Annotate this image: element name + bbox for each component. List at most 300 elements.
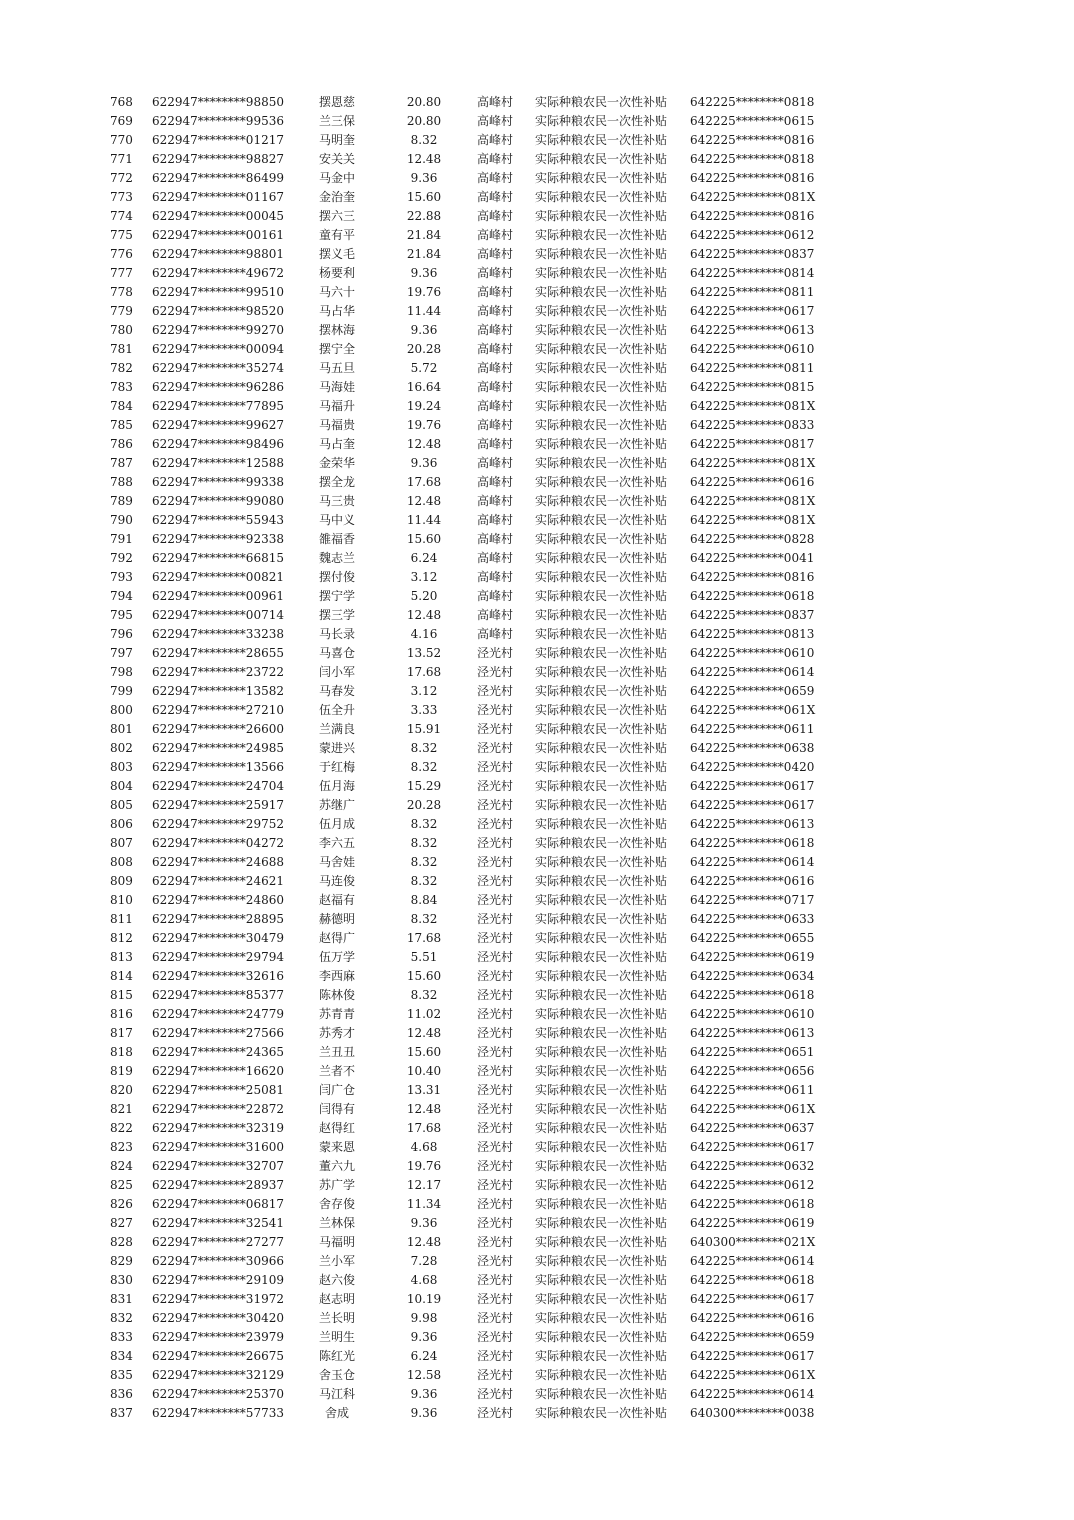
row-number: 816 — [110, 1007, 133, 1021]
id-number: 642225********0617 — [690, 304, 815, 318]
subsidy-amount: 15.91 — [406, 722, 442, 736]
subsidy-type: 实际种粮农民一次性补贴 — [535, 836, 668, 850]
account-number: 622947********26600 — [152, 722, 284, 736]
row-number: 807 — [110, 836, 133, 850]
village-name: 高峰村 — [476, 114, 513, 128]
table-row — [0, 397, 1074, 416]
subsidy-type: 实际种粮农民一次性补贴 — [535, 1026, 668, 1040]
farmer-name: 陈红光 — [318, 1349, 355, 1363]
id-number: 642225********0817 — [690, 437, 815, 451]
row-number: 792 — [110, 551, 133, 565]
village-name: 高峰村 — [476, 247, 513, 261]
village-name: 高峰村 — [476, 95, 513, 109]
subsidy-type: 实际种粮农民一次性补贴 — [535, 190, 668, 204]
subsidy-amount: 12.48 — [406, 1235, 442, 1249]
table-row — [0, 872, 1074, 891]
village-name: 高峰村 — [476, 608, 513, 622]
account-number: 622947********25917 — [152, 798, 284, 812]
farmer-name: 摆林海 — [318, 323, 355, 337]
id-number: 642225********0613 — [690, 1026, 815, 1040]
id-number: 642225********0828 — [690, 532, 815, 546]
farmer-name: 伍月海 — [318, 779, 355, 793]
subsidy-amount: 15.60 — [406, 1045, 442, 1059]
subsidy-amount: 17.68 — [406, 665, 442, 679]
row-number: 785 — [110, 418, 133, 432]
row-number: 784 — [110, 399, 133, 413]
id-number: 642225********0616 — [690, 874, 815, 888]
account-number: 622947********23722 — [152, 665, 284, 679]
id-number: 642225********0616 — [690, 1311, 815, 1325]
row-number: 808 — [110, 855, 133, 869]
account-number: 622947********66815 — [152, 551, 284, 565]
account-number: 622947********30420 — [152, 1311, 284, 1325]
subsidy-type: 实际种粮农民一次性补贴 — [535, 988, 668, 1002]
subsidy-amount: 20.80 — [406, 95, 442, 109]
account-number: 622947********12588 — [152, 456, 284, 470]
row-number: 829 — [110, 1254, 133, 1268]
id-number: 642225********0816 — [690, 209, 815, 223]
account-number: 622947********99270 — [152, 323, 284, 337]
account-number: 622947********98850 — [152, 95, 284, 109]
subsidy-type: 实际种粮农民一次性补贴 — [535, 1121, 668, 1135]
id-number: 642225********0610 — [690, 646, 815, 660]
subsidy-type: 实际种粮农民一次性补贴 — [535, 475, 668, 489]
account-number: 622947********77895 — [152, 399, 284, 413]
id-number: 642225********081X — [690, 494, 816, 508]
row-number: 797 — [110, 646, 133, 660]
id-number: 640300********0038 — [690, 1406, 815, 1420]
account-number: 622947********13566 — [152, 760, 284, 774]
subsidy-type: 实际种粮农民一次性补贴 — [535, 950, 668, 964]
account-number: 622947********26675 — [152, 1349, 284, 1363]
subsidy-amount: 3.33 — [410, 703, 438, 717]
row-number: 836 — [110, 1387, 133, 1401]
id-number: 642225********0618 — [690, 589, 815, 603]
account-number: 622947********27277 — [152, 1235, 284, 1249]
village-name: 泾光村 — [476, 912, 513, 926]
subsidy-amount: 19.76 — [406, 418, 442, 432]
row-number: 771 — [110, 152, 133, 166]
subsidy-type: 实际种粮农民一次性补贴 — [535, 304, 668, 318]
subsidy-type: 实际种粮农民一次性补贴 — [535, 1102, 668, 1116]
table-row — [0, 834, 1074, 853]
account-number: 622947********28655 — [152, 646, 284, 660]
farmer-name: 摆六三 — [318, 209, 355, 223]
subsidy-type: 实际种粮农民一次性补贴 — [535, 1349, 668, 1363]
village-name: 高峰村 — [476, 209, 513, 223]
subsidy-amount: 11.02 — [406, 1007, 442, 1021]
row-number: 823 — [110, 1140, 133, 1154]
village-name: 高峰村 — [476, 437, 513, 451]
subsidy-type: 实际种粮农民一次性补贴 — [535, 1311, 668, 1325]
row-number: 818 — [110, 1045, 133, 1059]
subsidy-type: 实际种粮农民一次性补贴 — [535, 1064, 668, 1078]
id-number: 642225********0612 — [690, 228, 815, 242]
table-row — [0, 454, 1074, 473]
farmer-name: 苏青青 — [318, 1007, 355, 1021]
id-number: 642225********0815 — [690, 380, 815, 394]
farmer-name: 马春发 — [318, 684, 355, 698]
farmer-name: 苏广学 — [318, 1178, 355, 1192]
farmer-name: 李六五 — [318, 836, 355, 850]
table-row — [0, 207, 1074, 226]
account-number: 622947********24621 — [152, 874, 284, 888]
subsidy-type: 实际种粮农民一次性补贴 — [535, 893, 668, 907]
village-name: 泾光村 — [476, 741, 513, 755]
row-number: 822 — [110, 1121, 133, 1135]
farmer-name: 蒙进兴 — [318, 741, 355, 755]
row-number: 768 — [110, 95, 133, 109]
subsidy-amount: 11.34 — [406, 1197, 442, 1211]
account-number: 622947********00045 — [152, 209, 284, 223]
table-row — [0, 701, 1074, 720]
row-number: 795 — [110, 608, 133, 622]
table-row — [0, 1385, 1074, 1404]
id-number: 642225********0816 — [690, 570, 815, 584]
farmer-name: 摆三学 — [318, 608, 355, 622]
table-row — [0, 1100, 1074, 1119]
farmer-name: 摆付俊 — [318, 570, 355, 584]
subsidy-amount: 9.36 — [410, 1406, 438, 1420]
id-number: 642225********0811 — [690, 361, 815, 375]
table-row — [0, 1309, 1074, 1328]
subsidy-amount: 7.28 — [410, 1254, 438, 1268]
row-number: 819 — [110, 1064, 133, 1078]
account-number: 622947********24860 — [152, 893, 284, 907]
subsidy-amount: 9.36 — [410, 171, 438, 185]
village-name: 泾光村 — [476, 722, 513, 736]
row-number: 824 — [110, 1159, 133, 1173]
table-row — [0, 606, 1074, 625]
table-row — [0, 492, 1074, 511]
id-number: 642225********0613 — [690, 323, 815, 337]
account-number: 622947********00094 — [152, 342, 284, 356]
subsidy-amount: 8.32 — [410, 988, 438, 1002]
row-number: 813 — [110, 950, 133, 964]
subsidy-type: 实际种粮农民一次性补贴 — [535, 551, 668, 565]
table-row — [0, 378, 1074, 397]
subsidy-amount: 9.36 — [410, 323, 438, 337]
subsidy-type: 实际种粮农民一次性补贴 — [535, 247, 668, 261]
account-number: 622947********00821 — [152, 570, 284, 584]
table-row — [0, 283, 1074, 302]
subsidy-amount: 12.17 — [406, 1178, 442, 1192]
subsidy-type: 实际种粮农民一次性补贴 — [535, 342, 668, 356]
row-number: 782 — [110, 361, 133, 375]
account-number: 622947********99338 — [152, 475, 284, 489]
account-number: 622947********24779 — [152, 1007, 284, 1021]
subsidy-type: 实际种粮农民一次性补贴 — [535, 779, 668, 793]
village-name: 高峰村 — [476, 513, 513, 527]
row-number: 787 — [110, 456, 133, 470]
id-number: 642225********0837 — [690, 608, 815, 622]
subsidy-amount: 10.19 — [406, 1292, 442, 1306]
subsidy-type: 实际种粮农民一次性补贴 — [535, 361, 668, 375]
subsidy-amount: 12.48 — [406, 608, 442, 622]
subsidy-amount: 19.24 — [406, 399, 442, 413]
table-row — [0, 1043, 1074, 1062]
id-number: 642225********0833 — [690, 418, 815, 432]
row-number: 821 — [110, 1102, 133, 1116]
subsidy-amount: 9.36 — [410, 456, 438, 470]
row-number: 832 — [110, 1311, 133, 1325]
account-number: 622947********30966 — [152, 1254, 284, 1268]
farmer-name: 马中义 — [318, 513, 355, 527]
subsidy-amount: 12.48 — [406, 437, 442, 451]
id-number: 642225********0651 — [690, 1045, 815, 1059]
village-name: 泾光村 — [476, 1140, 513, 1154]
account-number: 622947********00714 — [152, 608, 284, 622]
farmer-name: 闫小军 — [318, 665, 355, 679]
account-number: 622947********98520 — [152, 304, 284, 318]
id-number: 642225********081X — [690, 513, 816, 527]
id-number: 642225********0813 — [690, 627, 815, 641]
farmer-name: 兰满良 — [318, 722, 355, 736]
subsidy-type: 实际种粮农民一次性补贴 — [535, 1368, 668, 1382]
id-number: 642225********0614 — [690, 855, 815, 869]
village-name: 泾光村 — [476, 893, 513, 907]
row-number: 806 — [110, 817, 133, 831]
subsidy-amount: 11.44 — [406, 513, 442, 527]
account-number: 622947********25081 — [152, 1083, 284, 1097]
farmer-name: 伍万学 — [318, 950, 355, 964]
account-number: 622947********01217 — [152, 133, 284, 147]
subsidy-type: 实际种粮农民一次性补贴 — [535, 665, 668, 679]
table-row — [0, 1157, 1074, 1176]
village-name: 泾光村 — [476, 1311, 513, 1325]
id-number: 642225********0619 — [690, 1216, 815, 1230]
row-number: 773 — [110, 190, 133, 204]
village-name: 高峰村 — [476, 570, 513, 584]
account-number: 622947********98801 — [152, 247, 284, 261]
village-name: 高峰村 — [476, 475, 513, 489]
farmer-name: 苏秀才 — [318, 1026, 355, 1040]
village-name: 泾光村 — [476, 1235, 513, 1249]
village-name: 高峰村 — [476, 133, 513, 147]
id-number: 642225********0610 — [690, 342, 815, 356]
farmer-name: 摆宁全 — [318, 342, 355, 356]
village-name: 泾光村 — [476, 684, 513, 698]
village-name: 泾光村 — [476, 703, 513, 717]
id-number: 642225********0617 — [690, 798, 815, 812]
village-name: 泾光村 — [476, 1197, 513, 1211]
subsidy-amount: 15.60 — [406, 532, 442, 546]
subsidy-amount: 5.72 — [410, 361, 438, 375]
table-row — [0, 891, 1074, 910]
table-row — [0, 1214, 1074, 1233]
row-number: 827 — [110, 1216, 133, 1230]
village-name: 泾光村 — [476, 1273, 513, 1287]
row-number: 786 — [110, 437, 133, 451]
account-number: 622947********27566 — [152, 1026, 284, 1040]
farmer-name: 赵六俊 — [318, 1273, 355, 1287]
farmer-name: 兰明生 — [318, 1330, 355, 1344]
table-row — [0, 682, 1074, 701]
subsidy-type: 实际种粮农民一次性补贴 — [535, 855, 668, 869]
subsidy-type: 实际种粮农民一次性补贴 — [535, 722, 668, 736]
subsidy-amount: 4.68 — [410, 1140, 438, 1154]
village-name: 高峰村 — [476, 228, 513, 242]
village-name: 高峰村 — [476, 456, 513, 470]
table-row — [0, 530, 1074, 549]
account-number: 622947********49672 — [152, 266, 284, 280]
village-name: 高峰村 — [476, 152, 513, 166]
row-number: 812 — [110, 931, 133, 945]
id-number: 642225********0811 — [690, 285, 815, 299]
account-number: 622947********28937 — [152, 1178, 284, 1192]
id-number: 642225********0618 — [690, 836, 815, 850]
row-number: 815 — [110, 988, 133, 1002]
village-name: 泾光村 — [476, 1254, 513, 1268]
village-name: 泾光村 — [476, 798, 513, 812]
table-row — [0, 587, 1074, 606]
account-number: 622947********25370 — [152, 1387, 284, 1401]
village-name: 高峰村 — [476, 304, 513, 318]
table-row — [0, 1328, 1074, 1347]
row-number: 831 — [110, 1292, 133, 1306]
account-number: 622947********29752 — [152, 817, 284, 831]
village-name: 高峰村 — [476, 380, 513, 394]
farmer-name: 马长录 — [318, 627, 355, 641]
subsidy-amount: 21.84 — [406, 228, 442, 242]
subsidy-type: 实际种粮农民一次性补贴 — [535, 532, 668, 546]
farmer-name: 兰长明 — [318, 1311, 355, 1325]
village-name: 泾光村 — [476, 950, 513, 964]
account-number: 622947********32707 — [152, 1159, 284, 1173]
subsidy-amount: 8.84 — [410, 893, 438, 907]
row-number: 781 — [110, 342, 133, 356]
account-number: 622947********06817 — [152, 1197, 284, 1211]
subsidy-type: 实际种粮农民一次性补贴 — [535, 171, 668, 185]
account-number: 622947********99510 — [152, 285, 284, 299]
row-number: 790 — [110, 513, 133, 527]
account-number: 622947********30479 — [152, 931, 284, 945]
row-number: 779 — [110, 304, 133, 318]
account-number: 622947********16620 — [152, 1064, 284, 1078]
id-number: 642225********0617 — [690, 1140, 815, 1154]
subsidy-type: 实际种粮农民一次性补贴 — [535, 912, 668, 926]
row-number: 798 — [110, 665, 133, 679]
table-row — [0, 986, 1074, 1005]
farmer-name: 马占奎 — [318, 437, 355, 451]
subsidy-type: 实际种粮农民一次性补贴 — [535, 1273, 668, 1287]
village-name: 泾光村 — [476, 988, 513, 1002]
account-number: 622947********85377 — [152, 988, 284, 1002]
table-row — [0, 1347, 1074, 1366]
row-number: 837 — [110, 1406, 133, 1420]
subsidy-type: 实际种粮农民一次性补贴 — [535, 1235, 668, 1249]
village-name: 高峰村 — [476, 266, 513, 280]
id-number: 642225********0818 — [690, 152, 815, 166]
row-number: 801 — [110, 722, 133, 736]
subsidy-amount: 8.32 — [410, 133, 438, 147]
account-number: 622947********00961 — [152, 589, 284, 603]
subsidy-amount: 4.16 — [410, 627, 438, 641]
farmer-name: 李西麻 — [318, 969, 355, 983]
village-name: 高峰村 — [476, 361, 513, 375]
subsidy-type: 实际种粮农民一次性补贴 — [535, 513, 668, 527]
row-number: 770 — [110, 133, 133, 147]
farmer-name: 苏继广 — [318, 798, 355, 812]
table-row — [0, 549, 1074, 568]
table-row — [0, 644, 1074, 663]
table-row — [0, 568, 1074, 587]
row-number: 788 — [110, 475, 133, 489]
village-name: 泾光村 — [476, 779, 513, 793]
account-number: 622947********32616 — [152, 969, 284, 983]
table-row — [0, 796, 1074, 815]
row-number: 834 — [110, 1349, 133, 1363]
village-name: 泾光村 — [476, 1178, 513, 1192]
row-number: 805 — [110, 798, 133, 812]
id-number: 642225********0618 — [690, 988, 815, 1002]
subsidy-table — [0, 93, 1074, 1423]
id-number: 642225********0619 — [690, 950, 815, 964]
subsidy-amount: 9.36 — [410, 1330, 438, 1344]
farmer-name: 马舍娃 — [318, 855, 355, 869]
account-number: 622947********98827 — [152, 152, 284, 166]
id-number: 642225********0613 — [690, 817, 815, 831]
farmer-name: 马金中 — [318, 171, 355, 185]
id-number: 642225********081X — [690, 190, 816, 204]
village-name: 泾光村 — [476, 1159, 513, 1173]
table-row — [0, 1195, 1074, 1214]
table-row — [0, 150, 1074, 169]
village-name: 泾光村 — [476, 855, 513, 869]
subsidy-amount: 12.48 — [406, 1026, 442, 1040]
account-number: 622947********24985 — [152, 741, 284, 755]
subsidy-type: 实际种粮农民一次性补贴 — [535, 456, 668, 470]
subsidy-amount: 12.48 — [406, 494, 442, 508]
farmer-name: 于红梅 — [318, 760, 355, 774]
village-name: 泾光村 — [476, 760, 513, 774]
table-row — [0, 188, 1074, 207]
table-row — [0, 1005, 1074, 1024]
subsidy-type: 实际种粮农民一次性补贴 — [535, 646, 668, 660]
farmer-name: 马福明 — [318, 1235, 355, 1249]
row-number: 793 — [110, 570, 133, 584]
row-number: 772 — [110, 171, 133, 185]
village-name: 泾光村 — [476, 1102, 513, 1116]
subsidy-amount: 21.84 — [406, 247, 442, 261]
subsidy-amount: 5.51 — [410, 950, 438, 964]
subsidy-type: 实际种粮农民一次性补贴 — [535, 817, 668, 831]
village-name: 泾光村 — [476, 1292, 513, 1306]
subsidy-amount: 8.32 — [410, 855, 438, 869]
subsidy-amount: 9.98 — [410, 1311, 438, 1325]
subsidy-type: 实际种粮农民一次性补贴 — [535, 266, 668, 280]
subsidy-type: 实际种粮农民一次性补贴 — [535, 1292, 668, 1306]
subsidy-type: 实际种粮农民一次性补贴 — [535, 627, 668, 641]
village-name: 泾光村 — [476, 874, 513, 888]
table-row — [0, 1176, 1074, 1195]
table-row — [0, 758, 1074, 777]
account-number: 622947********55943 — [152, 513, 284, 527]
subsidy-amount: 9.36 — [410, 1387, 438, 1401]
row-number: 802 — [110, 741, 133, 755]
row-number: 800 — [110, 703, 133, 717]
subsidy-type: 实际种粮农民一次性补贴 — [535, 684, 668, 698]
subsidy-amount: 3.12 — [410, 684, 438, 698]
subsidy-type: 实际种粮农民一次性补贴 — [535, 1159, 668, 1173]
village-name: 高峰村 — [476, 494, 513, 508]
farmer-name: 董六九 — [318, 1159, 355, 1173]
account-number: 622947********92338 — [152, 532, 284, 546]
subsidy-amount: 5.20 — [410, 589, 438, 603]
subsidy-amount: 9.36 — [410, 1216, 438, 1230]
village-name: 泾光村 — [476, 836, 513, 850]
row-number: 830 — [110, 1273, 133, 1287]
